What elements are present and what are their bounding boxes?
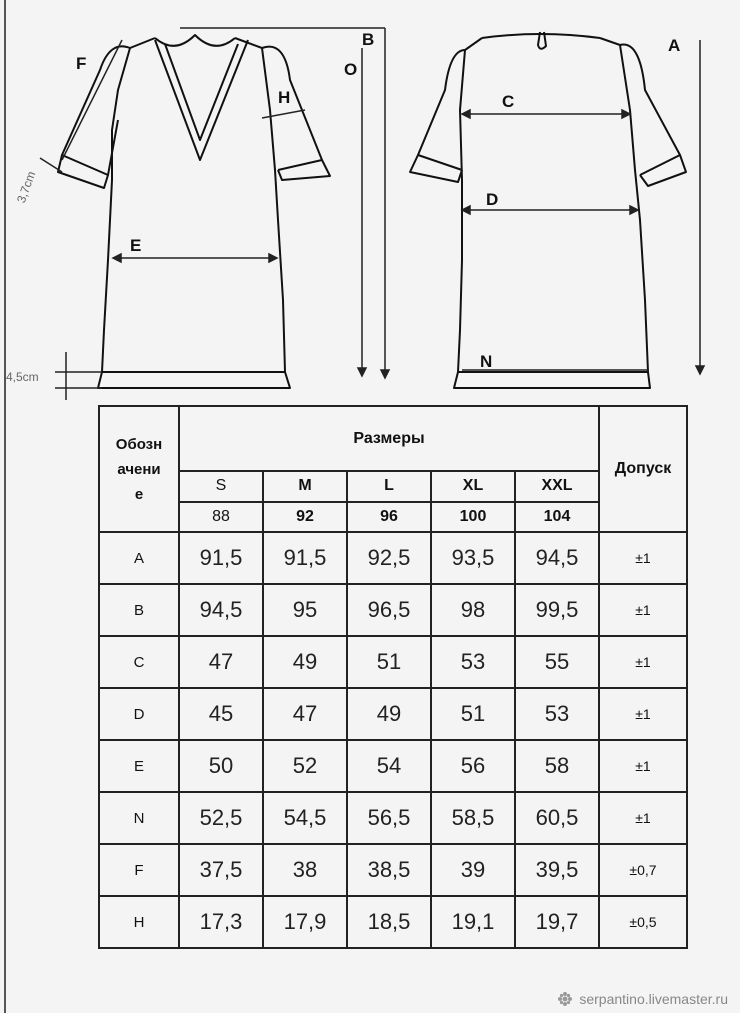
measurement-value: 95 xyxy=(263,584,347,636)
row-label: H xyxy=(99,896,179,948)
measurement-value: 49 xyxy=(347,688,431,740)
tolerance-value: ±1 xyxy=(599,636,687,688)
back-left-sleeve xyxy=(418,50,465,170)
front-v-panel xyxy=(155,40,248,160)
tolerance-value: ±1 xyxy=(599,792,687,844)
designation-header-line: ачени xyxy=(117,460,161,478)
watermark xyxy=(557,991,728,1007)
row-label: D xyxy=(99,688,179,740)
table-row xyxy=(99,532,687,584)
measurement-value: 47 xyxy=(179,636,263,688)
size-girth: 88 xyxy=(179,502,263,533)
measurement-value: 58 xyxy=(515,740,599,792)
measurement-value: 37,5 xyxy=(179,844,263,896)
row-label: A xyxy=(99,532,179,584)
arrow-head xyxy=(113,254,121,262)
size-letter: L xyxy=(347,471,431,501)
measurement-value: 98 xyxy=(431,584,515,636)
size-girth: 96 xyxy=(347,502,431,533)
measurement-value: 53 xyxy=(431,636,515,688)
label-C: C xyxy=(502,92,515,111)
tolerance-value: ±1 xyxy=(599,740,687,792)
label-B: B xyxy=(362,30,375,49)
row-label: B xyxy=(99,584,179,636)
measurement-value: 92,5 xyxy=(347,532,431,584)
arrow-head xyxy=(696,366,704,374)
measurement-value: 50 xyxy=(179,740,263,792)
cuff-height-label: 3,7cm xyxy=(14,169,39,205)
measurement-value: 19,1 xyxy=(431,896,515,948)
measurement-value: 39,5 xyxy=(515,844,599,896)
table-row xyxy=(99,688,687,740)
label-D: D xyxy=(486,190,499,209)
front-left-sleeve xyxy=(62,46,130,175)
row-label: C xyxy=(99,636,179,688)
tolerance-value: ±1 xyxy=(599,584,687,636)
front-right-sleeve xyxy=(262,47,322,170)
measurement-value: 58,5 xyxy=(431,792,515,844)
label-O: O xyxy=(344,60,358,79)
back-hem-frill xyxy=(454,372,650,388)
frill-height-label: 4,5cm xyxy=(6,370,39,384)
arrow-head xyxy=(462,206,470,214)
arrow-head xyxy=(462,110,470,118)
size-girth: 92 xyxy=(263,502,347,533)
measurement-value: 52 xyxy=(263,740,347,792)
flower-icon xyxy=(557,991,573,1007)
label-H: H xyxy=(278,88,291,107)
arrow-head xyxy=(630,206,638,214)
designation-header-line: е xyxy=(134,485,144,503)
arrow-head xyxy=(358,368,366,376)
size-girth: 104 xyxy=(515,502,599,533)
table-row xyxy=(99,844,687,896)
row-label: N xyxy=(99,792,179,844)
size-table xyxy=(98,405,688,949)
front-dress-outline xyxy=(102,38,285,372)
designation-header-line: Обозн xyxy=(115,435,163,453)
size-letter: S xyxy=(179,471,263,501)
measurement-value: 38,5 xyxy=(347,844,431,896)
row-label: F xyxy=(99,844,179,896)
measurement-value: 38 xyxy=(263,844,347,896)
measurement-value: 45 xyxy=(179,688,263,740)
measurement-value: 94,5 xyxy=(515,532,599,584)
size-girth: 100 xyxy=(431,502,515,533)
tolerance-value: ±0,7 xyxy=(599,844,687,896)
measurement-value: 53 xyxy=(515,688,599,740)
measurement-value: 49 xyxy=(263,636,347,688)
measurement-value: 91,5 xyxy=(263,532,347,584)
measurement-value: 91,5 xyxy=(179,532,263,584)
measurement-value: 47 xyxy=(263,688,347,740)
measurement-value: 93,5 xyxy=(431,532,515,584)
measurement-value: 99,5 xyxy=(515,584,599,636)
front-right-cuff xyxy=(278,160,330,180)
size-letter: XL xyxy=(431,471,515,501)
tolerance-value: ±1 xyxy=(599,532,687,584)
label-N: N xyxy=(480,352,493,371)
sizes-header: Размеры xyxy=(179,406,599,471)
table-row xyxy=(99,740,687,792)
front-hem-frill xyxy=(98,372,290,388)
dress-technical-sketch xyxy=(0,0,740,400)
measure-H-line xyxy=(262,110,305,118)
size-letters-row xyxy=(99,471,687,501)
girths-row xyxy=(99,502,687,533)
measurement-value: 56,5 xyxy=(347,792,431,844)
label-E: E xyxy=(130,236,142,255)
tolerance-value: ±0,5 xyxy=(599,896,687,948)
measurement-value: 96,5 xyxy=(347,584,431,636)
measurement-value: 52,5 xyxy=(179,792,263,844)
tolerance-value: ±1 xyxy=(599,688,687,740)
table-header-row xyxy=(99,406,687,471)
measurement-rows xyxy=(99,532,687,948)
tolerance-header: Допуск xyxy=(599,406,687,532)
measurement-value: 54 xyxy=(347,740,431,792)
measurement-value: 17,3 xyxy=(179,896,263,948)
back-left-cuff xyxy=(410,155,462,182)
measurement-value: 19,7 xyxy=(515,896,599,948)
front-neckline xyxy=(155,35,235,46)
measurement-value: 51 xyxy=(347,636,431,688)
measurement-value: 18,5 xyxy=(347,896,431,948)
label-F: F xyxy=(76,54,87,73)
arrow-head xyxy=(622,110,630,118)
arrow-head xyxy=(381,370,389,378)
measurement-value: 17,9 xyxy=(263,896,347,948)
measurement-value: 55 xyxy=(515,636,599,688)
back-neckline xyxy=(482,34,600,38)
measurement-value: 60,5 xyxy=(515,792,599,844)
label-A: A xyxy=(668,36,681,55)
measurement-value: 54,5 xyxy=(263,792,347,844)
measurement-value: 51 xyxy=(431,688,515,740)
arrow-head xyxy=(269,254,277,262)
measurement-value: 56 xyxy=(431,740,515,792)
measurement-value: 94,5 xyxy=(179,584,263,636)
table-row xyxy=(99,792,687,844)
table-row xyxy=(99,636,687,688)
watermark-text: serpantino.livemaster.ru xyxy=(579,991,728,1007)
row-label: E xyxy=(99,740,179,792)
table-row xyxy=(99,896,687,948)
size-letter: M xyxy=(263,471,347,501)
table-row xyxy=(99,584,687,636)
size-letter: XXL xyxy=(515,471,599,501)
measurement-value: 39 xyxy=(431,844,515,896)
designation-header xyxy=(99,406,179,532)
